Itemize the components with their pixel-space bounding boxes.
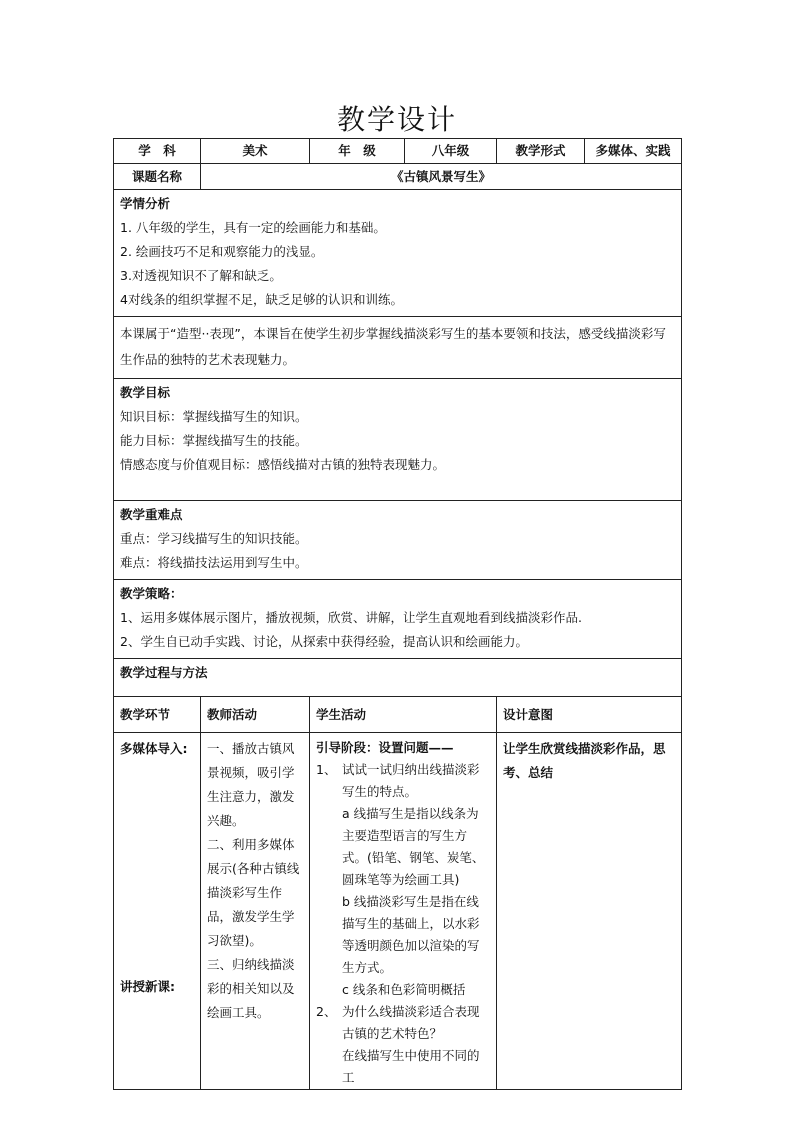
col-teacher: 教师活动 bbox=[201, 697, 310, 733]
stage-multimedia: 多媒体导入: bbox=[120, 741, 188, 756]
question-text: 试试一试归纳出线描淡彩写生的特点。 bbox=[342, 762, 480, 799]
col-student: 学生活动 bbox=[310, 697, 497, 733]
goals-cell bbox=[114, 379, 682, 501]
stage-cell bbox=[114, 733, 201, 1090]
keypoints-row bbox=[114, 501, 682, 580]
student-cell bbox=[310, 733, 497, 1090]
student-question-1 bbox=[316, 759, 490, 803]
topic-row bbox=[114, 164, 682, 190]
strategy-item: 1、运用多媒体展示图片，播放视频，欣赏、讲解，让学生直观地看到线描淡彩作品. bbox=[120, 610, 582, 625]
keypoint-item: 重点：学习线描写生的知识技能。 bbox=[120, 531, 308, 546]
keypoint-item: 难点：将线描技法运用到写生中。 bbox=[120, 555, 308, 570]
stage-new-lesson: 讲授新课: bbox=[120, 979, 175, 994]
subject-value: 美术 bbox=[201, 139, 310, 164]
form-label: 教学形式 bbox=[497, 139, 585, 164]
intro-paragraph: 本课属于“造型··表现”，本课旨在使学生初步掌握线描淡彩写生的基本要领和技法，感受线描淡彩写生作品的独特的艺术表现魅力。 bbox=[114, 317, 682, 379]
student-point-a: a 线描写生是指以线条为主要造型语言的写生方式。(铅笔、钢笔、炭笔、圆珠笔等为绘画工具) bbox=[342, 806, 485, 887]
keypoints-heading: 教学重难点 bbox=[120, 507, 183, 522]
subject-label: 学 科 bbox=[114, 139, 201, 164]
topic-value: 《古镇风景写生》 bbox=[201, 164, 682, 190]
document-title: 教学设计 bbox=[336, 103, 457, 136]
goals-heading: 教学目标 bbox=[120, 385, 171, 400]
goal-item: 能力目标：掌握线描写生的技能。 bbox=[120, 433, 308, 448]
analysis-item: 1. 八年级的学生，具有一定的绘画能力和基础。 bbox=[120, 220, 386, 235]
grade-label: 年 级 bbox=[310, 139, 405, 164]
process-heading: 教学过程与方法 bbox=[114, 659, 682, 697]
student-tail: 在线描写生中使用不同的工 bbox=[342, 1048, 480, 1085]
analysis-item: 2. 绘画技巧不足和观察能力的浅显。 bbox=[120, 244, 324, 259]
teacher-item: 二、利用多媒体展示(各种古镇线描淡彩写生作品，激发学生学习欲望)。 bbox=[207, 837, 300, 948]
teacher-cell bbox=[201, 733, 310, 1090]
process-columns-row bbox=[114, 697, 682, 733]
intro-row bbox=[114, 317, 682, 379]
analysis-heading: 学情分析 bbox=[120, 196, 171, 211]
strategy-cell bbox=[114, 580, 682, 659]
strategy-item: 2、学生自已动手实践、讨论，从探索中获得经验，提高认识和绘画能力。 bbox=[120, 634, 528, 649]
topic-label: 课题名称 bbox=[114, 164, 201, 190]
goals-row bbox=[114, 379, 682, 501]
intent-cell: 让学生欣赏线描淡彩作品，思考、总结 bbox=[497, 733, 682, 1090]
col-stage: 教学环节 bbox=[114, 697, 201, 733]
teacher-item: 三、归纳线描淡彩的相关知以及绘画工具。 bbox=[207, 957, 295, 1020]
question-number: 2、 bbox=[316, 1004, 337, 1019]
question-text: 为什么线描淡彩适合表现古镇的艺术特色？ bbox=[342, 1004, 480, 1041]
analysis-item: 3.对透视知识不了解和缺乏。 bbox=[120, 268, 282, 283]
goal-item: 知识目标：掌握线描写生的知识。 bbox=[120, 409, 308, 424]
strategy-heading: 教学策略： bbox=[120, 586, 183, 601]
form-value: 多媒体、实践 bbox=[585, 139, 682, 164]
keypoints-cell bbox=[114, 501, 682, 580]
analysis-cell bbox=[114, 190, 682, 317]
lesson-plan-table bbox=[113, 138, 682, 1090]
process-heading-row bbox=[114, 659, 682, 697]
student-point-c: c 线条和色彩简明概括 bbox=[342, 982, 466, 997]
student-point-b: b 线描淡彩写生是指在线描写生的基础上，以水彩等透明颜色加以渲染的写生方式。 bbox=[342, 894, 480, 975]
analysis-item: 4对线条的组织掌握不足，缺乏足够的认识和训练。 bbox=[120, 292, 403, 307]
goal-item: 情感态度与价值观目标：感悟线描对古镇的独特表现魅力。 bbox=[120, 457, 446, 472]
header-row bbox=[114, 139, 682, 164]
col-intent: 设计意图 bbox=[497, 697, 682, 733]
lesson-plan-table-wrapper bbox=[113, 138, 681, 1090]
analysis-row bbox=[114, 190, 682, 317]
student-phase: 引导阶段：设置问题—— bbox=[316, 740, 454, 755]
question-number: 1、 bbox=[316, 762, 337, 777]
teacher-item: 一、播放古镇风景视频，吸引学生注意力，激发兴趣。 bbox=[207, 741, 295, 828]
strategy-row bbox=[114, 580, 682, 659]
student-question-2 bbox=[316, 1001, 490, 1045]
grade-value: 八年级 bbox=[405, 139, 497, 164]
process-body-row bbox=[114, 733, 682, 1090]
